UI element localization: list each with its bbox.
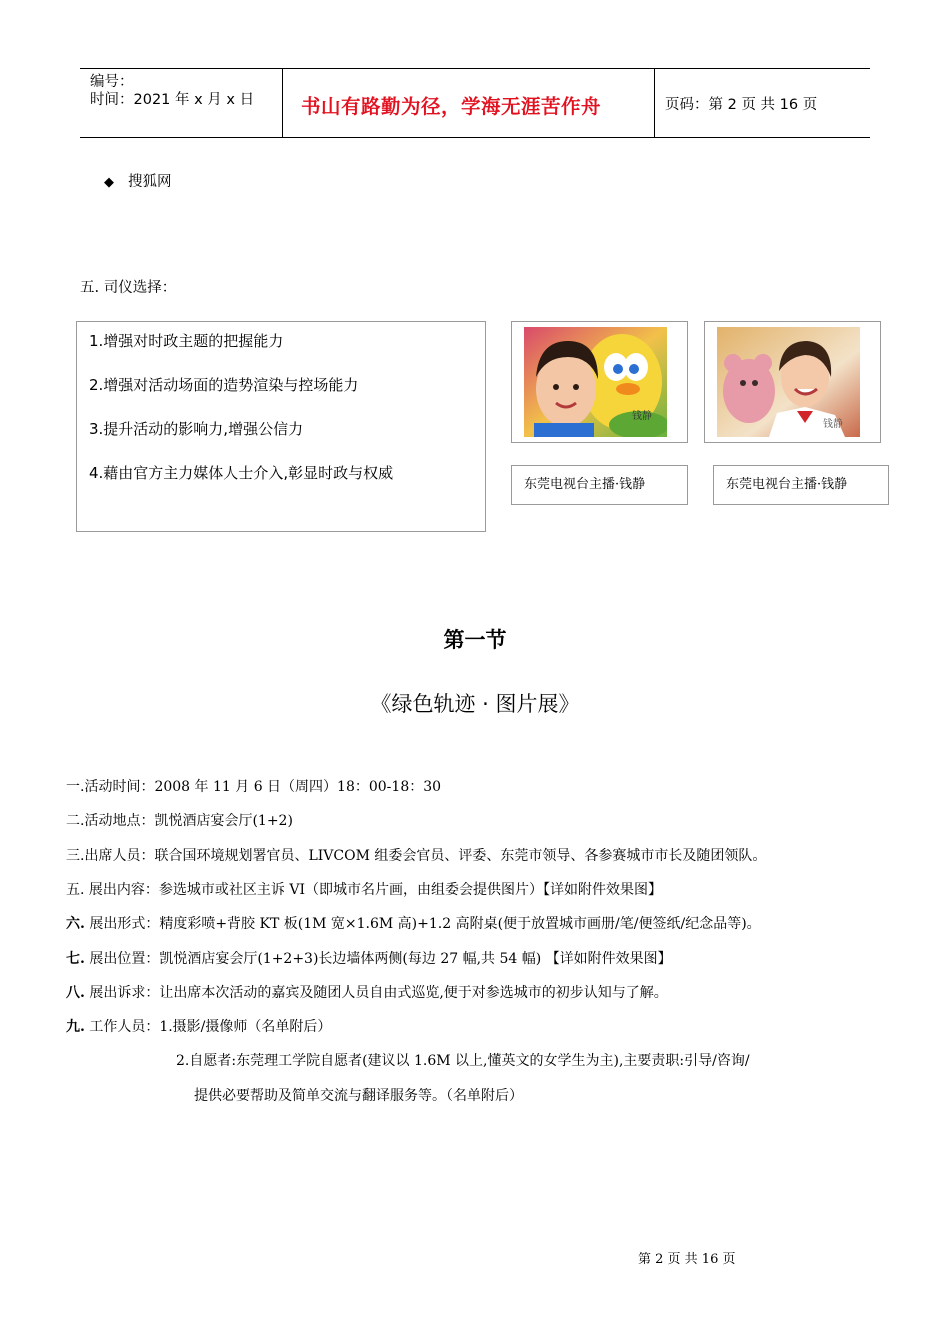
item-label: 五. — [66, 882, 85, 898]
goal-item: 3.提升活动的影响力,增强公信力 — [89, 420, 304, 438]
header-motto-cell — [283, 69, 655, 137]
host-photo-frame — [704, 321, 881, 443]
bullet-text: 搜狐网 — [128, 174, 172, 190]
item-label: 三. — [66, 848, 85, 864]
item-text: 展出形式：精度彩喷+背胶 KT 板(1M 宽×1.6M 高)+1.2 高附桌(便于放置城市画册/笔/便签纸/纪念品等)。 — [84, 916, 761, 932]
host-photo-frame — [511, 321, 688, 443]
item-label: 二. — [66, 813, 85, 829]
staff-item-line1: 2.自愿者:东莞理工学院自愿者(建议以 1.6M 以上,懂英文的女学生为主),主要责职:引导/咨询/ — [176, 1053, 750, 1069]
item-label: 九. — [66, 1019, 85, 1035]
host-photo-image — [717, 327, 860, 437]
diamond-bullet-icon: ◆ — [104, 175, 114, 190]
goal-item: 4.藉由官方主力媒体人士介入,彰显时政与权威 — [89, 464, 394, 482]
photo-signature: 钱静 — [632, 411, 652, 422]
staff-item-line2: 提供必要帮助及简单交流与翻译服务等。（名单附后） — [194, 1088, 523, 1104]
document-header — [80, 68, 870, 138]
header-motto: 书山有路勤为径，学海无涯苦作舟 — [301, 95, 602, 118]
page-footer: 第 2 页 共 16 页 — [638, 1252, 736, 1267]
section-heading: 第一节 — [443, 628, 507, 652]
section-subtitle: 《绿色轨迹 · 图片展》 — [370, 692, 580, 716]
host-photo-image — [524, 327, 667, 437]
item-label: 一. — [66, 779, 85, 795]
detail-item — [66, 982, 668, 1002]
item-text: 展出诉求：让出席本次活动的嘉宾及随团人员自由式巡览,便于对参选城市的初步认知与了解。 — [84, 985, 668, 1001]
goal-item: 2.增强对活动场面的造势渲染与控场能力 — [89, 376, 359, 394]
detail-item — [66, 879, 662, 899]
detail-item — [66, 1016, 331, 1036]
header-meta-cell — [80, 69, 283, 137]
detail-item — [66, 776, 441, 796]
photo-signature: 钱静 — [823, 419, 843, 430]
goal-item: 1.增强对时政主题的把握能力 — [89, 332, 284, 350]
item-text: 展出位置：凯悦酒店宴会厅(1+2+3)长边墙体两侧(每边 27 幅,共 54 幅) 【详如附件效果图】 — [84, 951, 672, 967]
detail-item — [66, 913, 761, 933]
detail-item — [66, 810, 293, 830]
detail-item — [66, 845, 766, 865]
time-label: 时间：2021 年 x 月 x 日 — [90, 92, 255, 108]
item-label: 六. — [66, 916, 85, 932]
photo-caption: 东莞电视台主播·钱静 — [511, 465, 688, 505]
item-label: 七. — [66, 951, 85, 967]
item-label: 八. — [66, 985, 85, 1001]
item-text: 活动地点：凯悦酒店宴会厅(1+2) — [84, 813, 293, 829]
bullet-item — [104, 170, 172, 191]
item-text: 展出内容：参选城市或社区主诉 VI（即城市名片画，由组委会提供图片）【详如附件效果图】 — [84, 882, 662, 898]
photo-caption: 东莞电视台主播·钱静 — [713, 465, 889, 505]
item-text: 活动时间：2008 年 11 月 6 日（周四）18：00-18：30 — [84, 779, 442, 795]
section5-title: 五. 司仪选择： — [80, 280, 177, 296]
header-page-info: 页码：第 2 页 共 16 页 — [665, 97, 818, 113]
item-text: 工作人员：1.摄影/摄像师（名单附后） — [84, 1019, 332, 1035]
goals-box — [76, 321, 486, 532]
number-label: 编号： — [90, 74, 134, 90]
detail-item — [66, 948, 672, 968]
header-page-cell — [655, 69, 870, 137]
item-text: 出席人员：联合国环境规划署官员、LIVCOM 组委会官员、评委、东莞市领导、各参赛城市市长及随团领队。 — [84, 848, 767, 864]
